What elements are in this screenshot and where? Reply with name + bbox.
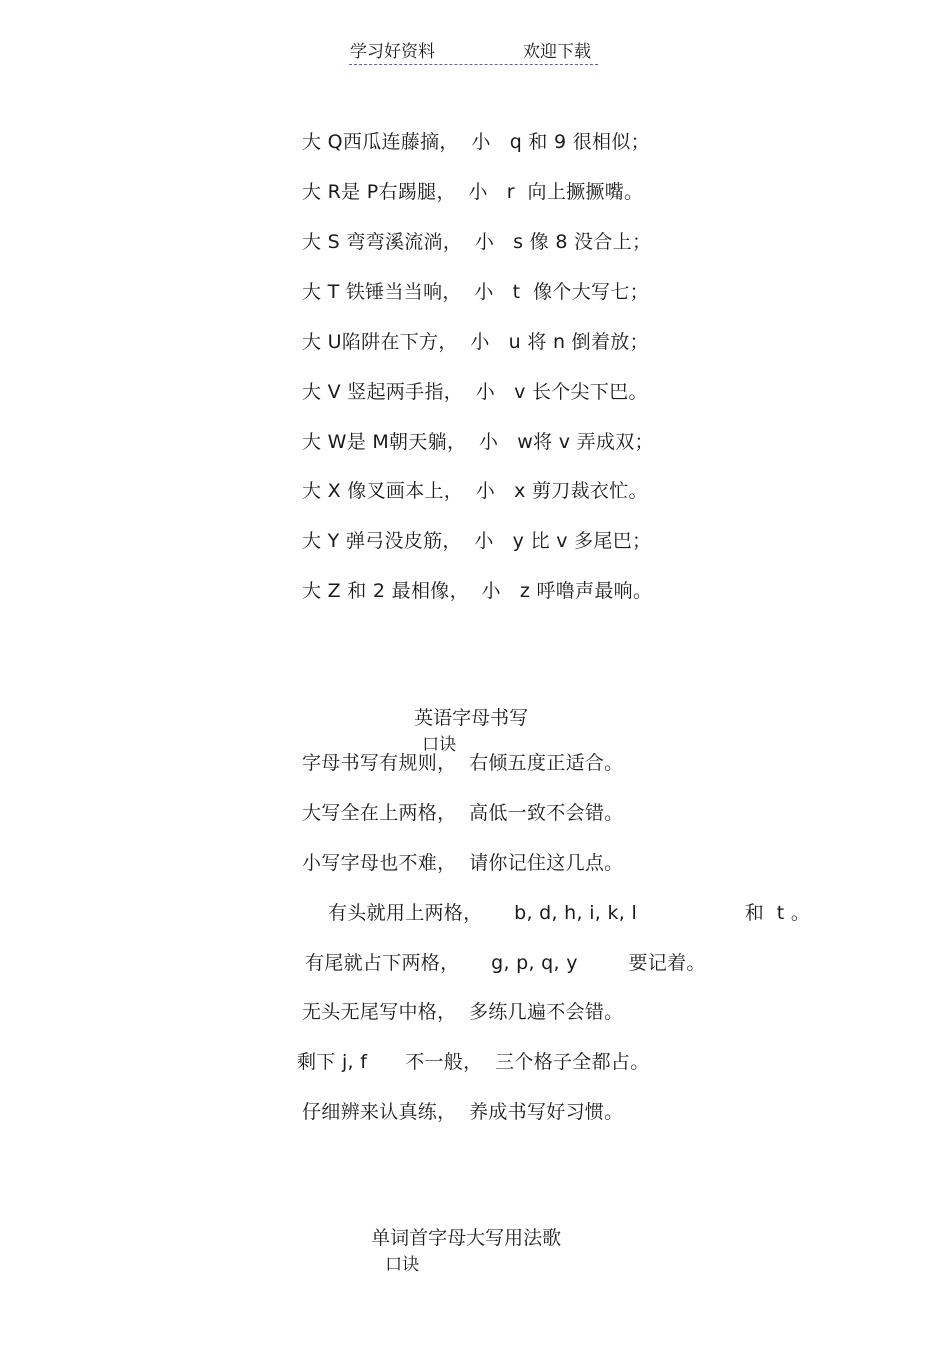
writing-rule-line: 有尾就占下两格， g, p, q, y 要记着。 — [305, 952, 706, 974]
header-right-text: 欢迎下载 — [523, 42, 591, 62]
rhyme-line: 大 Y 弹弓没皮筋， 小 y 比 v 多尾巴； — [302, 530, 652, 552]
writing-rule-line: 字母书写有规则， 右倾五度正适合。 — [302, 752, 624, 774]
section-title-suffix: 口诀 — [422, 735, 457, 755]
section-title-text: 英语字母书写 — [414, 707, 529, 729]
rhyme-line: 大 W是 M朝天躺， 小 w将 v 弄成双； — [302, 431, 654, 453]
writing-rule-line: 有头就用上两格， b, d, h, i, k, l 和 t 。 — [328, 902, 811, 924]
writing-rule-line: 无头无尾写中格， 多练几遍不会错。 — [302, 1001, 624, 1023]
section-title-text: 单词首字母大写用法歌 — [371, 1227, 562, 1249]
writing-rule-line: 仔细辨来认真练， 养成书写好习惯。 — [302, 1101, 624, 1123]
writing-rule-line: 大写全在上两格， 高低一致不会错。 — [302, 802, 624, 824]
rhyme-line: 大 U陷阱在下方， 小 u 将 n 倒着放； — [302, 331, 649, 353]
writing-rule-line: 小写字母也不难， 请你记住这几点。 — [302, 852, 624, 874]
page-header — [349, 40, 598, 65]
rhyme-line: 大 Z 和 2 最相像， 小 z 呼噜声最响。 — [302, 580, 653, 602]
section-title-suffix: 口诀 — [385, 1255, 420, 1275]
rhyme-line: 大 X 像叉画本上， 小 x 剪刀裁衣忙。 — [302, 480, 648, 502]
rhyme-line: 大 V 竖起两手指， 小 v 长个尖下巴。 — [302, 381, 648, 403]
rhyme-line: 大 R是 P右踢腿， 小 r 向上撅撅嘴。 — [302, 181, 644, 203]
rhyme-line: 大 Q西瓜连藤摘， 小 q 和 9 很相似； — [302, 131, 650, 153]
rhyme-line: 大 T 铁锤当当响， 小 t 像个大写七； — [302, 281, 649, 303]
writing-rule-line: 剩下 j, f 不一般， 三个格子全都占。 — [297, 1051, 650, 1073]
rhyme-line: 大 S 弯弯溪流淌， 小 s 像 8 没合上； — [302, 231, 652, 253]
section-title — [347, 1199, 561, 1304]
header-left-text: 学习好资料 — [350, 42, 435, 62]
